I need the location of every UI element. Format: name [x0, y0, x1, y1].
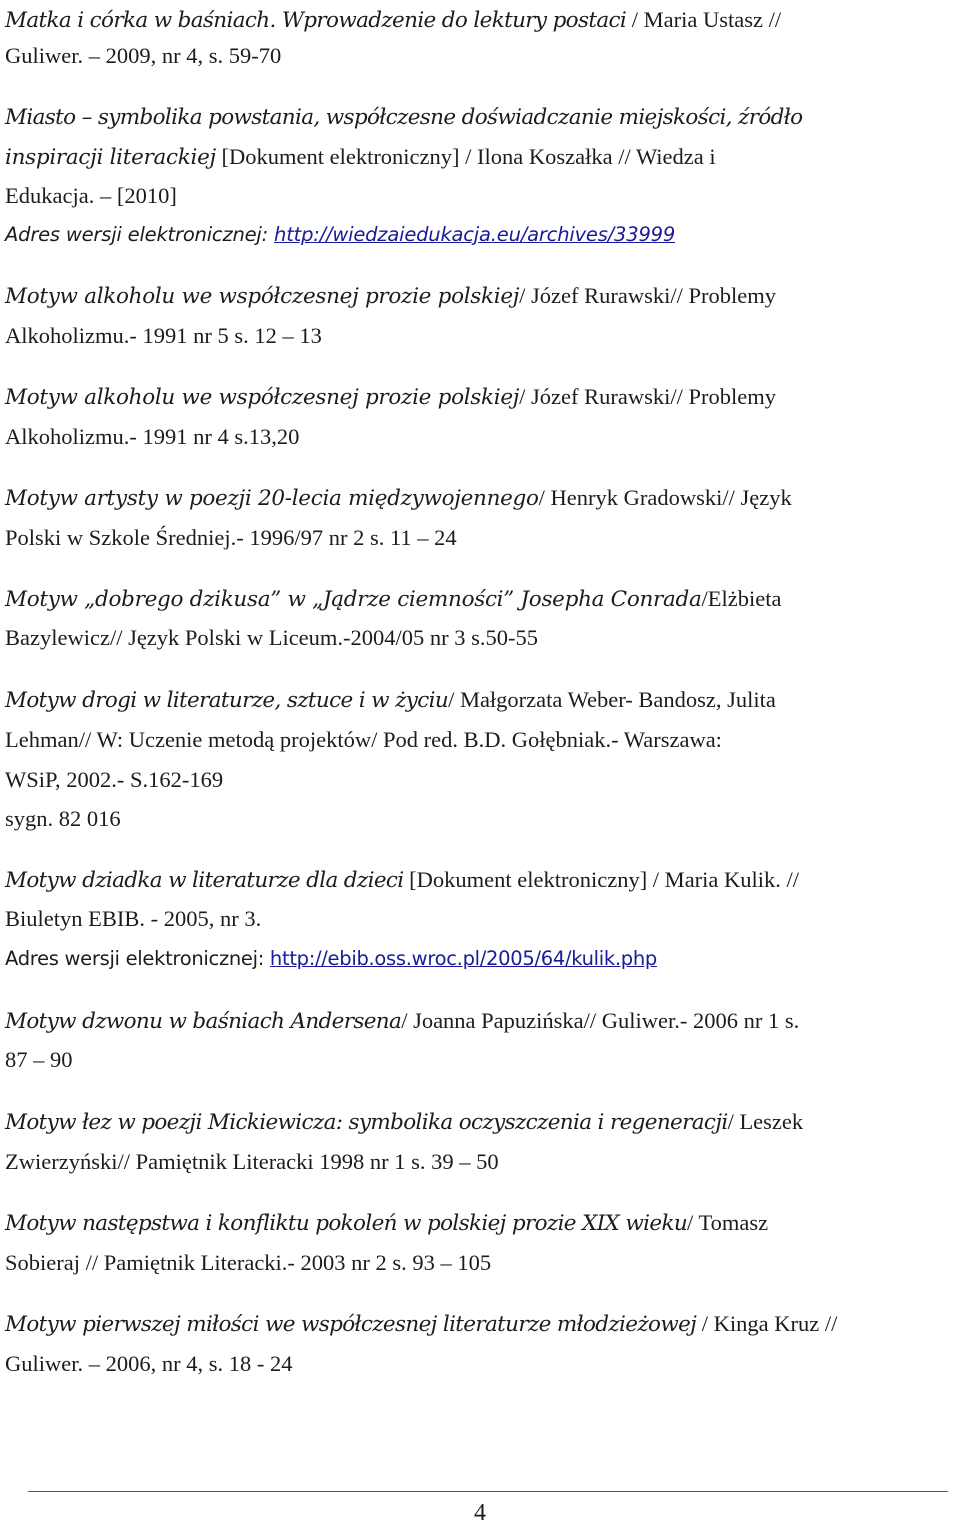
- entry-details: [Dokument elektroniczny] / Maria Kulik. //: [403, 867, 800, 892]
- entry-details: / Maria Ustasz //: [626, 7, 782, 32]
- entry-line: [5, 1142, 499, 1183]
- address-line: [5, 215, 675, 255]
- entry-details: Bazylewicz// Język Polski w Liceum.-2004/05 nr 3 s.50-55: [5, 625, 539, 650]
- entry-line: [5, 1243, 491, 1284]
- entry-line: [5, 1001, 799, 1042]
- entry-details: Alkoholizmu.- 1991 nr 5 s. 12 – 13: [5, 323, 322, 348]
- entry-title: Motyw artysty w poezji 20-lecia międzywojennego: [5, 486, 539, 511]
- entry-title: Motyw następstwa i konfliktu pokoleń w polskiej prozie XIX wieku: [5, 1211, 688, 1236]
- entry-details: Lehman// W: Uczenie metodą projektów/ Pod red. B.D. Gołębniak.- Warszawa:: [5, 727, 722, 752]
- entry-details: Polski w Szkole Średniej.- 1996/97 nr 2 s. 11 – 24: [5, 525, 457, 550]
- entry-line: [5, 478, 792, 519]
- entry-details: Guliwer. – 2006, nr 4, s. 18 - 24: [5, 1351, 293, 1376]
- entry-line: [5, 36, 281, 77]
- entry-details: / Joanna Papuzińska// Guliwer.- 2006 nr 1 s.: [401, 1008, 800, 1033]
- entry-details: / Kinga Kruz //: [696, 1311, 838, 1336]
- entry-line: [5, 1344, 292, 1385]
- entry-line: [5, 1304, 837, 1345]
- entry-title: Motyw pierwszej miłości we współczesnej literaturze młodzieżowej: [5, 1312, 697, 1337]
- entry-details: Alkoholizmu.- 1991 nr 4 s.13,20: [5, 424, 300, 449]
- address-label: Adres wersji elektronicznej:: [5, 947, 270, 970]
- url-link[interactable]: http://ebib.oss.wroc.pl/2005/64/kulik.php: [269, 947, 658, 970]
- entry-title: inspiracji literackiej: [5, 145, 216, 170]
- entry-line: [5, 899, 261, 940]
- entry-details: Guliwer. – 2009, nr 4, s. 59-70: [5, 43, 282, 68]
- entry-line: [5, 579, 781, 620]
- entry-line: [5, 680, 776, 721]
- entry-details: / Henryk Gradowski// Język: [538, 485, 792, 510]
- entry-details: Sobieraj // Pamiętnik Literacki.- 2003 nr 2 s. 93 – 105: [5, 1250, 492, 1275]
- entry-line: [5, 0, 781, 41]
- url-link[interactable]: http://wiedzaiedukacja.eu/archives/33999: [274, 223, 676, 246]
- entry-line: [5, 176, 177, 217]
- entry-details: / Tomasz: [687, 1210, 769, 1235]
- entry-title: Motyw łez w poezji Mickiewicza: symbolika oczyszczenia i regeneracji: [5, 1110, 728, 1135]
- entry-line: [5, 860, 799, 901]
- entry-details: Zwierzyński// Pamiętnik Literacki 1998 nr 1 s. 39 – 50: [5, 1149, 499, 1174]
- entry-line: [5, 618, 538, 659]
- entry-details: / Józef Rurawski// Problemy: [519, 283, 776, 308]
- entry-line: [5, 377, 776, 418]
- entry-details: 87 – 90: [5, 1047, 73, 1072]
- entry-details: /Elżbieta: [701, 586, 782, 611]
- entry-details: / Józef Rurawski// Problemy: [519, 384, 776, 409]
- entry-line: [5, 276, 776, 317]
- entry-details: sygn. 82 016: [5, 806, 121, 831]
- entry-details: [Dokument elektroniczny] / Ilona Koszałka // Wiedza i: [215, 144, 716, 169]
- entry-line: [5, 760, 223, 801]
- entry-line: [5, 720, 722, 761]
- footer-divider: [28, 1491, 948, 1492]
- entry-line: [5, 799, 121, 840]
- entry-title: Motyw alkoholu we współczesnej prozie polskiej: [5, 385, 520, 410]
- entry-title: Motyw alkoholu we współczesnej prozie polskiej: [5, 284, 520, 309]
- page-number: 4: [474, 1500, 486, 1526]
- entry-line: [5, 316, 322, 357]
- entry-title: Motyw dzwonu w baśniach Andersena: [5, 1009, 402, 1034]
- entry-details: Biuletyn EBIB. - 2005, nr 3.: [5, 906, 262, 931]
- entry-details: / Małgorzata Weber- Bandosz, Julita: [448, 687, 776, 712]
- entry-details: WSiP, 2002.- S.162-169: [5, 767, 224, 792]
- entry-details: Edukacja. – [2010]: [5, 183, 177, 208]
- entry-title: Motyw „dobrego dzikusa” w „Jądrze ciemności” Josepha Conrada: [5, 587, 702, 612]
- entry-title: Matka i córka w baśniach. Wprowadzenie do lektury postaci: [5, 8, 627, 33]
- entry-title: Motyw drogi w literaturze, sztuce i w życiu: [5, 688, 449, 713]
- entry-line: [5, 137, 716, 178]
- entry-line: [5, 1040, 73, 1081]
- entry-title: Motyw dziadka w literaturze dla dzieci: [5, 868, 404, 893]
- address-label: Adres wersji elektronicznej:: [5, 223, 275, 246]
- entry-line: [5, 97, 802, 138]
- entry-line: [5, 417, 299, 458]
- entry-line: [5, 518, 457, 559]
- entry-title: Miasto – symbolika powstania, współczesne doświadczanie miejskości, źródło: [5, 105, 803, 130]
- entry-line: [5, 1203, 768, 1244]
- entry-line: [5, 1102, 803, 1143]
- entry-details: / Leszek: [727, 1109, 804, 1134]
- address-line: [5, 939, 657, 979]
